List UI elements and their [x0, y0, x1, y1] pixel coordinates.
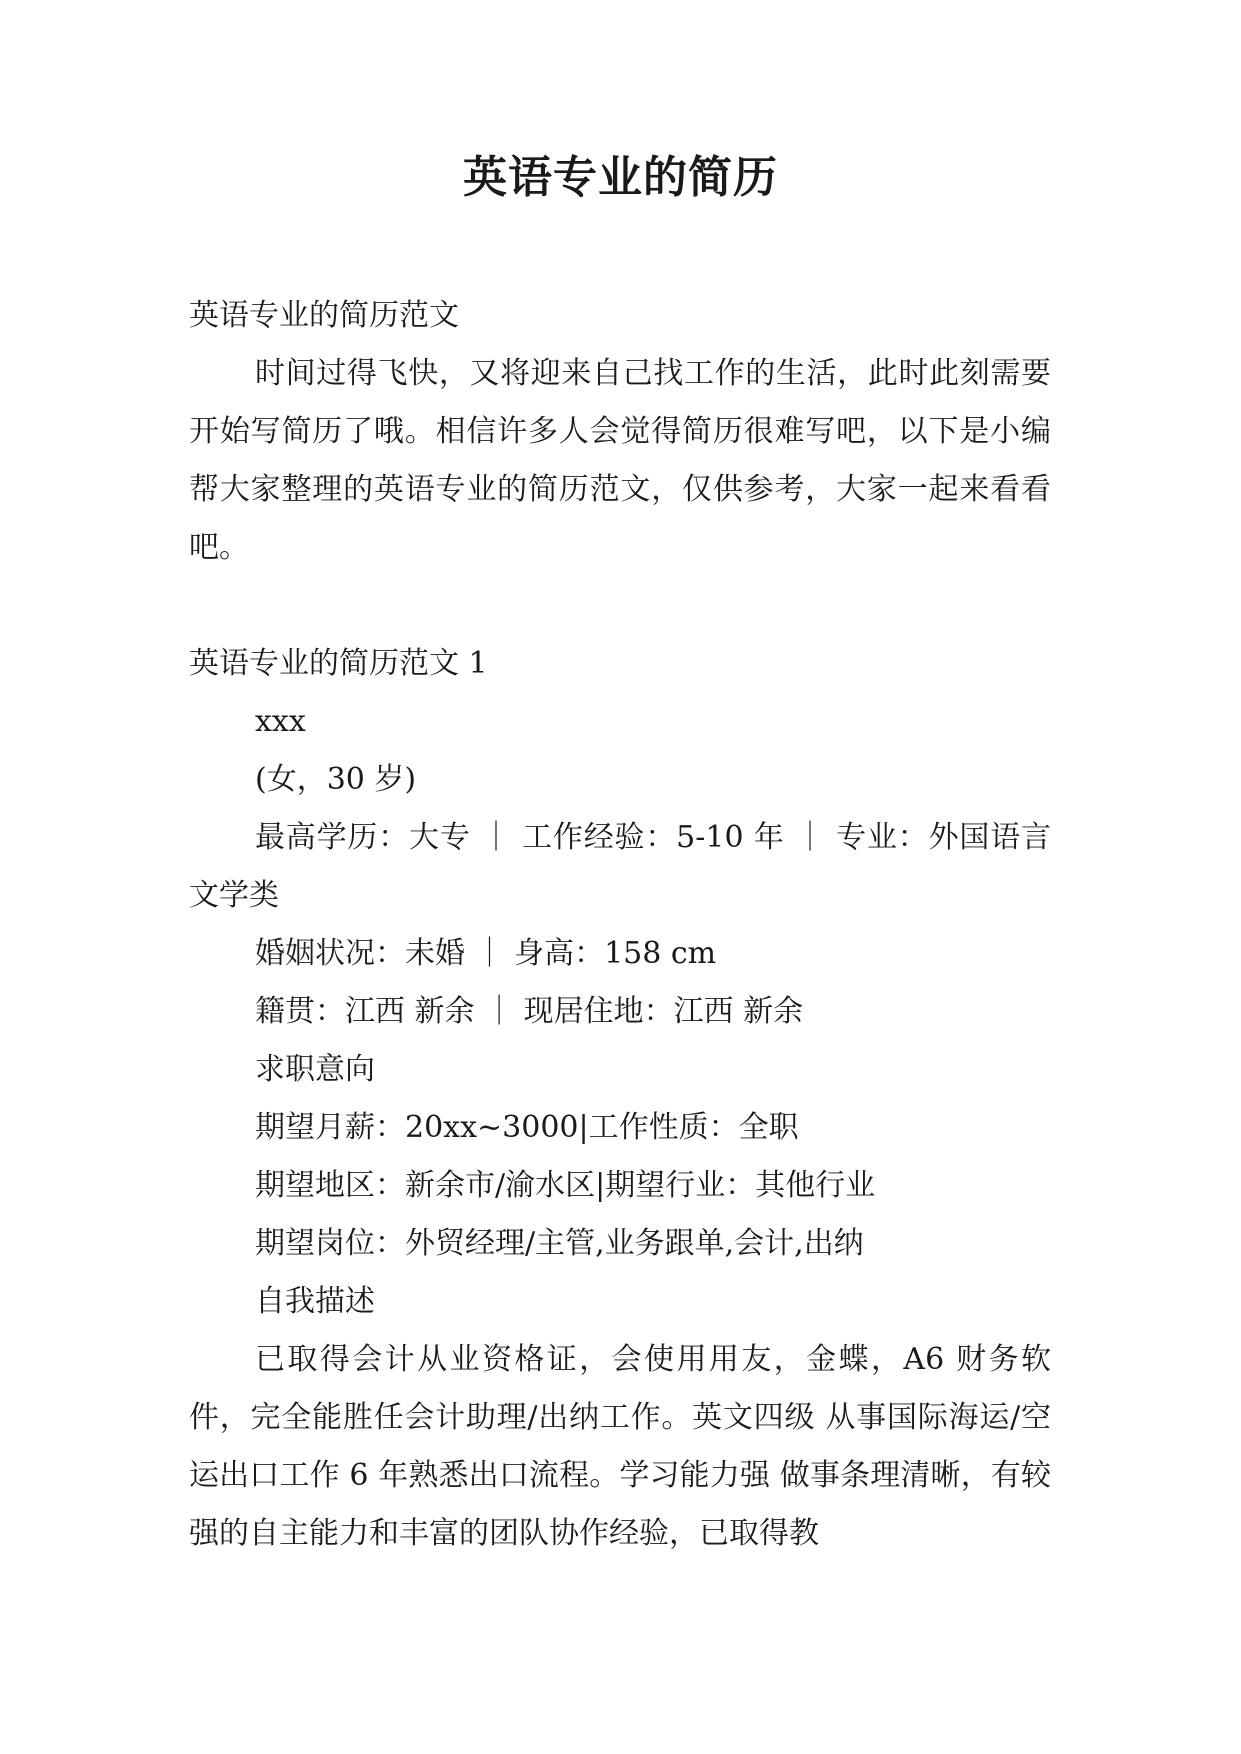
resume-name: xxx	[255, 704, 306, 739]
expected-salary: 期望月薪：20xx~3000|工作性质：全职	[255, 1110, 799, 1145]
subtitle: 英语专业的简历范文	[189, 298, 459, 333]
resume-education: 最高学历：大专 ｜ 工作经验：5-10 年 ｜ 专业：外国语言文学类	[189, 820, 1051, 913]
section-heading: 英语专业的简历范文 1	[189, 646, 488, 681]
self-description-heading: 自我描述	[255, 1284, 375, 1319]
document-title: 英语专业的简历	[463, 152, 778, 203]
resume-origin: 籍贯：江西 新余 ｜ 现居住地：江西 新余	[255, 994, 804, 1029]
document-body	[189, 287, 1051, 1563]
resume-marital: 婚姻状况：未婚 ｜ 身高：158 cm	[255, 936, 717, 971]
expected-region: 期望地区：新余市/渝水区|期望行业：其他行业	[255, 1168, 876, 1203]
resume-gender-age: (女，30 岁)	[255, 762, 417, 797]
job-intent-heading: 求职意向	[255, 1052, 375, 1087]
expected-position: 期望岗位：外贸经理/主管,业务跟单,会计,出纳	[255, 1226, 864, 1261]
self-description: 已取得会计从业资格证，会使用用友，金蝶，A6 财务软件，完全能胜任会计助理/出纳工作。英文四级 从事国际海运/空运出口工作 6 年熟悉出口流程。学习能力强 做事条理清晰，有较强的自主能力和丰富的团队协作经验，已取得教	[189, 1342, 1051, 1551]
intro-paragraph: 时间过得飞快，又将迎来自己找工作的生活，此时此刻需要开始写简历了哦。相信许多人会觉得简历很难写吧，以下是小编帮大家整理的英语专业的简历范文，仅供参考，大家一起来看看吧。	[189, 356, 1051, 565]
